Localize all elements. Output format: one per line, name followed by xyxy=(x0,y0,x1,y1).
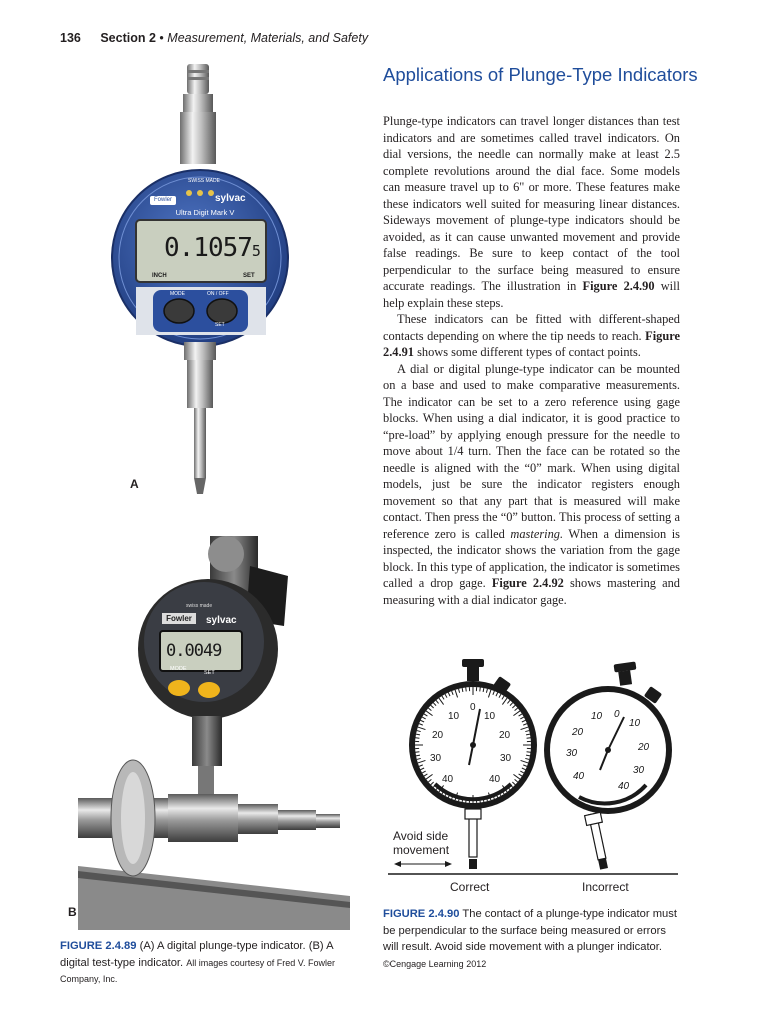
dial-tick xyxy=(466,687,467,691)
side-movement-arrow xyxy=(394,861,452,867)
set-small-label: SET xyxy=(215,322,225,328)
p3-tail: shows mastering and measuring with a dial indicator gage. xyxy=(383,576,680,607)
lcd-reading-main: 0.1057 xyxy=(164,233,252,263)
dial-num-30-left: 30 xyxy=(566,748,578,759)
dial-num-0: 0 xyxy=(470,702,476,713)
header-bullet: • xyxy=(159,31,164,45)
caption-text: The contact of a plunge-type indicator must be perpendicular to the surface being measured or errors will result. Avoid side movement with a plunger indicator. xyxy=(383,908,677,953)
correct-label: Correct xyxy=(450,880,490,894)
figure-2-4-89-caption xyxy=(60,938,360,988)
caption-credit: ©Cengage Learning 2012 xyxy=(383,958,487,969)
p1-tail: will help explain these steps. xyxy=(383,279,680,310)
dial-num-30-left: 30 xyxy=(430,753,442,764)
dial-num-40-right: 40 xyxy=(489,774,501,785)
section-label: Section 2 xyxy=(100,31,156,45)
digital-plunge-indicator-photo xyxy=(108,62,298,504)
caption-label: FIGURE 2.4.89 xyxy=(60,940,137,952)
on-off-label: ON / OFF xyxy=(207,291,229,297)
body-text xyxy=(383,113,680,608)
figure-ref-2-4-90: Figure 2.4.90 xyxy=(582,279,655,293)
dial-num-30-right: 30 xyxy=(633,765,645,776)
dial-indicator-diagram xyxy=(388,655,688,900)
dial-tick xyxy=(415,752,419,753)
caption-credit: All images courtesy of Fred V. Fowler Company, Inc. xyxy=(60,957,335,984)
caption-label: FIGURE 2.4.90 xyxy=(383,908,460,920)
swiss-made-label: SWISS MADE xyxy=(188,178,220,184)
inch-label: INCH xyxy=(152,273,167,279)
model-name: Ultra Digit Mark V xyxy=(175,208,235,217)
dial-num-20-left: 20 xyxy=(572,727,584,738)
fowler-logo-box: Fowler xyxy=(150,196,176,205)
dial-num-40-left: 40 xyxy=(573,771,585,782)
p1-text: Plunge-type indicators can travel longer distances than test indicators and are sometimes called travel indicators. On dial versions, the needle can normally make at least 2.5 complete revolutions around the dial face. Some models can measure travel up to 6" or more. These features make these indicators well suited for measuring linear distances. Sideways movement of plunge-type indicators should be avoided, as it can cause unwanted movement and provide false readings. Be sure to keep contact of the tool perpendicular to the surface being measured to ensure accurate readings. The illustration in xyxy=(383,114,680,293)
mode-label: MODE xyxy=(170,291,185,297)
caption-text: (A) A digital plunge-type indicator. (B) A digital test-type indicator. xyxy=(60,940,333,969)
avoid-side-movement-label xyxy=(393,829,449,857)
b-sylvac-brand: sylvac xyxy=(206,615,237,626)
section-subtitle: Measurement, Materials, and Safety xyxy=(167,31,369,45)
dial-num-10-left: 10 xyxy=(591,711,603,722)
figure-ref-2-4-91: Figure 2.4.91 xyxy=(383,328,680,359)
set-label: SET xyxy=(243,273,255,279)
page-number: 136 xyxy=(60,31,81,45)
dial-num-20-left: 20 xyxy=(432,730,444,741)
dial-tick xyxy=(415,738,419,739)
dial-tick xyxy=(527,738,531,739)
figure-ref-2-4-92: Figure 2.4.92 xyxy=(491,576,564,590)
paragraph-2 xyxy=(383,311,680,361)
lcd-reading-small: 5 xyxy=(251,242,260,260)
figure-2-4-90-caption xyxy=(383,906,683,972)
digital-test-indicator-photo xyxy=(78,536,350,930)
dial-num-40-right: 40 xyxy=(618,781,630,792)
b-lcd-reading: 0.0049 xyxy=(166,641,222,661)
paragraph-1 xyxy=(383,113,680,311)
dial-num-0: 0 xyxy=(614,709,620,720)
p3-text: A dial or digital plunge-type indicator can be mounted on a base and used to make comparative measurements. The indicator can be set to a zero reference using gage blocks. When using a dial indicator, it is good practice to “pre-load” by applying enough pressure for the needle to move about 1/4 turn. Then the face can be rotated so the needle is aligned with the “0” mark. When using digital models, just be sure the indicator registers enough movement so that any part that is measured will make contact. Then press the “0” button. This process of setting a reference zero is called xyxy=(383,361,680,541)
avoid-label-line1: Avoid side xyxy=(393,829,449,843)
dial-num-20-right: 20 xyxy=(638,742,650,753)
dial-num-40-left: 40 xyxy=(442,774,454,785)
incorrect-label: Incorrect xyxy=(582,880,629,894)
lcd-reading xyxy=(164,233,260,263)
sylvac-brand: sylvac xyxy=(215,193,246,204)
figure-letter-b: B xyxy=(68,905,77,919)
b-mode-label: MODE xyxy=(170,666,187,672)
b-swiss-made-label: swiss made xyxy=(186,603,213,609)
dial-num-20-right: 20 xyxy=(499,730,511,741)
p2-text: These indicators can be fitted with different-shaped contacts depending on where the tip needs to reach. xyxy=(383,312,680,343)
running-header xyxy=(60,31,368,45)
paragraph-3 xyxy=(383,361,680,609)
section-heading: Applications of Plunge-Type Indicators xyxy=(383,64,698,85)
dial-tick xyxy=(527,752,531,753)
incorrect-indicator xyxy=(544,662,672,871)
dial-num-10-right: 10 xyxy=(629,718,641,729)
b-fowler-logo-box: Fowler xyxy=(162,613,196,624)
figure-letter-a: A xyxy=(130,477,139,491)
avoid-label-line2: movement xyxy=(393,843,450,857)
dial-tick xyxy=(480,687,481,691)
dial-num-30-right: 30 xyxy=(500,753,512,764)
p3-text2: When a dimension is inspected, the indicator shows the variation from the gage block. In this type of application, the indicator is sometimes called a drop gage. xyxy=(383,526,680,590)
p3-emphasis: mastering. xyxy=(510,526,564,541)
b-set-label: SET xyxy=(204,670,215,676)
p2-tail: shows some different types of contact points. xyxy=(413,345,641,359)
dial-num-10-left: 10 xyxy=(448,711,460,722)
dial-num-10-right: 10 xyxy=(484,711,496,722)
